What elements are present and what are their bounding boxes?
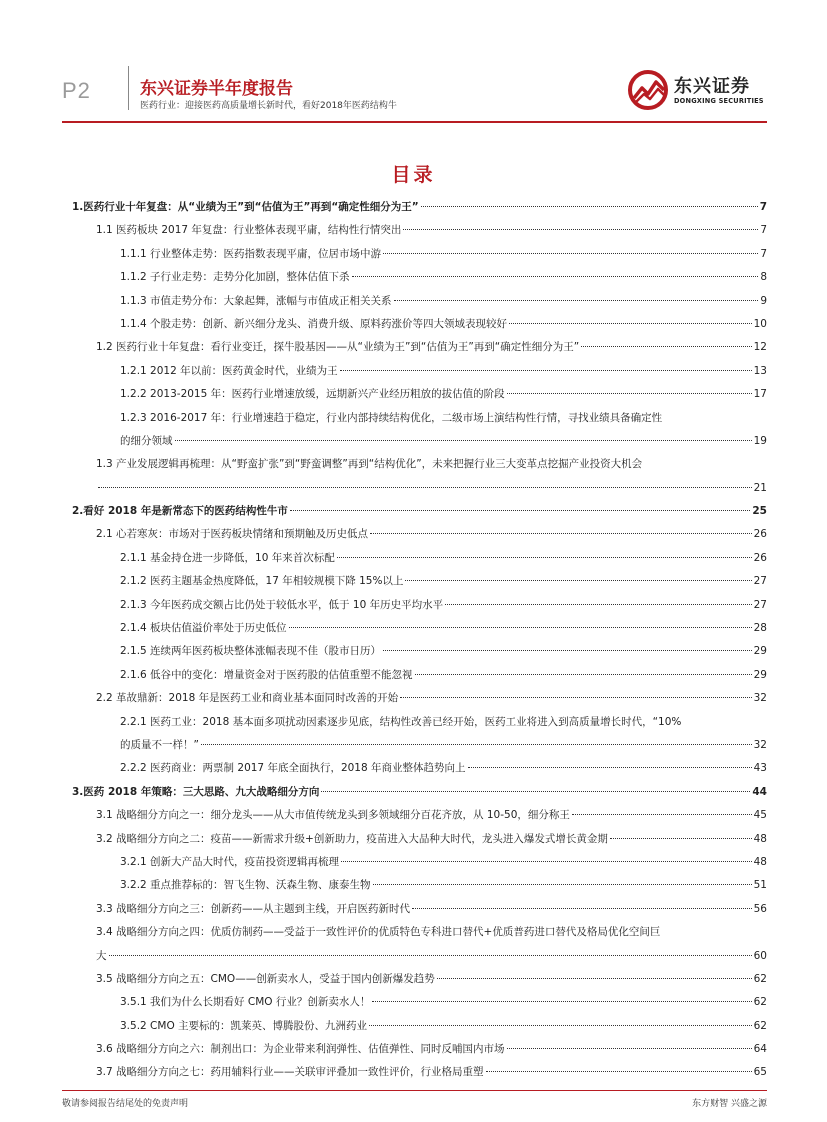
toc-entry-text: 1.1.4 个股走势：创新、新兴细分龙头、消费升级、原料药涨价等四大领域表现较好 (120, 317, 508, 330)
toc-entry-text: 3.1 战略细分方向之一：细分龙头——从大市值传统龙头到多领域细分百花齐放，从 10-50，细分称王 (96, 809, 570, 822)
toc-entry-text: 1.1.3 市值走势分布：大象起舞，涨幅与市值成正相关关系 (120, 294, 392, 307)
toc-entry[interactable] (72, 874, 767, 897)
report-title: 东兴证券半年度报告 (140, 79, 293, 99)
toc-page-number: 25 (752, 505, 767, 518)
toc-leader-dots (290, 510, 751, 511)
toc-page-number: 60 (753, 949, 767, 962)
toc-entry[interactable] (72, 1015, 767, 1038)
toc-page-number: 56 (753, 902, 767, 915)
toc-entry[interactable] (72, 687, 767, 710)
toc-page-number: 21 (753, 481, 767, 494)
toc-entry-text: 2.看好 2018 年是新常态下的医药结构性牛市 (72, 505, 288, 518)
toc-entry-line1[interactable] (72, 453, 767, 476)
toc-entry-text: 1.2.3 2016-2017 年：行业增速趋于稳定，行业内部持续结构优化，二级市场上演结构性行情，寻找业绩具备确定性 (120, 411, 663, 424)
report-subtitle: 医药行业：迎接医药高质量增长新时代，看好2018年医药结构牛 (140, 101, 397, 111)
toc-page-number: 7 (759, 201, 767, 213)
toc-entry-text: 1.1.2 子行业走势：走势分化加剧，整体估值下杀 (120, 271, 350, 284)
toc-page-number: 62 (753, 996, 767, 1009)
toc-leader-dots (383, 650, 752, 651)
toc-leader-dots (509, 323, 752, 324)
footer-rule (62, 1090, 767, 1091)
toc-page-number: 12 (753, 341, 767, 354)
toc-page-number: 7 (760, 224, 767, 237)
toc-entry[interactable] (72, 500, 767, 523)
toc-leader-dots (445, 604, 752, 605)
toc-entry-text: 1.1 医药板块 2017 年复盘：行业整体表现平庸，结构性行情突出 (96, 224, 402, 237)
toc-entry-text: 2.1.6 低谷中的变化：增量资金对于医药股的估值重塑不能忽视 (120, 668, 413, 681)
toc-entry-line1[interactable] (72, 407, 767, 430)
toc-page-number: 27 (753, 575, 767, 588)
toc-page-number: 13 (753, 364, 767, 377)
toc-entry-text: 3.5.1 我们为什么长期看好 CMO 行业？创新卖水人！ (120, 996, 371, 1009)
toc-entry-text: 1.2.2 2013-2015 年：医药行业增速放缓，远期新兴产业经历粗放的拔估值的阶段 (120, 388, 505, 401)
toc-page-number: 27 (753, 598, 767, 611)
toc-entry[interactable] (72, 313, 767, 336)
toc-entry[interactable] (72, 781, 767, 804)
toc-entry-text: 1.1.1 行业整体走势：医药指数表现平庸，位居市场中游 (120, 247, 382, 260)
toc-leader-dots (507, 1048, 752, 1049)
toc-page-number: 65 (753, 1066, 767, 1079)
toc-leader-dots (321, 791, 750, 792)
toc-leader-dots (340, 370, 752, 371)
toc-entry[interactable] (72, 898, 767, 921)
toc-entry-text: 2.2 革故鼎新：2018 年是医药工业和商业基本面同时改善的开始 (96, 692, 399, 705)
toc-page-number: 26 (753, 551, 767, 564)
toc-page-number: 62 (753, 972, 767, 985)
toc-page-number: 48 (753, 855, 767, 868)
toc-entry-text: 3.7 战略细分方向之七：药用辅料行业——关联审评叠加一致性评价，行业格局重塑 (96, 1066, 484, 1079)
footer-disclaimer: 敬请参阅报告结尾处的免责声明 (62, 1099, 189, 1109)
toc-leader-dots (507, 393, 752, 394)
toc-entry[interactable] (72, 360, 767, 383)
logo-text-en: DONGXING SECURITIES (674, 97, 764, 105)
toc-leader-dots (109, 955, 752, 956)
toc-entry[interactable] (72, 664, 767, 687)
toc-entry-text: 3.医药 2018 年策略：三大思路、九大战略细分方向 (72, 785, 320, 798)
toc-leader-dots (394, 300, 759, 301)
toc-entry-text: 3.4 战略细分方向之四：优质仿制药——受益于一致性评价的优质特色专科进口替代+优质普药进口替代及格局优化空间巨 (96, 926, 661, 939)
toc-entry-line1[interactable] (72, 921, 767, 944)
toc-page-number: 51 (753, 879, 767, 892)
toc-leader-dots (337, 557, 752, 558)
toc-entry-line2[interactable] (72, 430, 767, 453)
toc-entry[interactable] (72, 968, 767, 991)
toc-leader-dots (370, 533, 752, 534)
company-logo (628, 70, 768, 110)
toc-entry[interactable] (72, 617, 767, 640)
toc-leader-dots (352, 276, 759, 277)
toc-entry-text: 的细分领域 (120, 434, 173, 447)
toc-leader-dots (610, 838, 752, 839)
toc-entry-text: 3.2 战略细分方向之二：疫苗——新需求升级+创新助力，疫苗进入大品种大时代，龙头进入爆发式增长黄金期 (96, 832, 608, 845)
toc-entry[interactable] (72, 1061, 767, 1084)
toc-entry-text: 2.1.5 连续两年医药板块整体涨幅表现不佳（股市日历） (120, 645, 382, 658)
toc-leader-dots (400, 697, 752, 698)
header-divider (128, 66, 129, 110)
toc-leader-dots (581, 346, 751, 347)
toc-leader-dots (341, 861, 752, 862)
toc-entry-text: 2.1.3 今年医药成交额占比仍处于较低水平，低于 10 年历史平均水平 (120, 598, 444, 611)
header-rule (62, 121, 767, 123)
toc-entry-line2[interactable] (72, 734, 767, 757)
toc-leader-dots (369, 1025, 752, 1026)
toc-entry-text: 3.5.2 CMO 主要标的：凯莱英、博腾股份、九洲药业 (120, 1019, 368, 1032)
toc-page-number: 45 (753, 809, 767, 822)
toc-entry[interactable] (72, 594, 767, 617)
toc-page-number: 29 (753, 645, 767, 658)
page-number: P2 (62, 78, 91, 103)
toc-entry-text: 3.2.2 重点推荐标的：智飞生物、沃森生物、康泰生物 (120, 879, 371, 892)
toc-leader-dots (486, 1071, 752, 1072)
toc-page-number: 44 (752, 785, 767, 798)
toc-entry-line2[interactable] (72, 477, 767, 500)
toc-entry[interactable] (72, 266, 767, 289)
toc-entry[interactable] (72, 547, 767, 570)
toc-page-number: 64 (753, 1043, 767, 1056)
toc-entry-text: 2.2.2 医药商业：两票制 2017 年底全面执行，2018 年商业整体趋势向上 (120, 762, 466, 775)
toc-entry-text: 大 (96, 949, 107, 962)
toc-leader-dots (437, 978, 752, 979)
toc-entry-text: 2.2.1 医药工业：2018 基本面多项扰动因素逐步见底，结构性改善已经开始，医药工业将进入到高质量增长时代，“10% (120, 715, 682, 728)
toc-leader-dots (175, 440, 752, 441)
toc-entry[interactable] (72, 640, 767, 663)
toc-leader-dots (412, 908, 752, 909)
toc-entry-text: 1.3 产业发展逻辑再梳理：从“野蛮扩张”到“野蛮调整”再到“结构优化”，未来把握行业三大变革点挖掘产业投资大机会 (96, 458, 643, 471)
toc-page-number: 19 (753, 434, 767, 447)
toc-title: 目录 (391, 164, 436, 186)
toc-leader-dots (372, 1001, 751, 1002)
toc-page-number: 32 (753, 692, 767, 705)
toc-page-number: 62 (753, 1019, 767, 1032)
toc-entry-line2[interactable] (72, 945, 767, 968)
toc-leader-dots (383, 253, 758, 254)
toc-page-number: 7 (760, 247, 767, 260)
toc-leader-dots (415, 674, 752, 675)
toc-entry-text: 的质量不一样！” (120, 738, 199, 751)
toc-page-number: 28 (753, 622, 767, 635)
toc-page-number: 10 (753, 317, 767, 330)
toc-entry[interactable] (72, 383, 767, 406)
toc-entry-text: 2.1 心若寒灰：市场对于医药板块情绪和预期触及历史低点 (96, 528, 369, 541)
toc-leader-dots (289, 627, 752, 628)
toc-entry-text: 1.医药行业十年复盘：从“业绩为王”到“估值为王”再到“确定性细分为王” (72, 201, 419, 213)
toc-leader-dots (403, 229, 758, 230)
toc-entry-text: 2.1.2 医药主题基金热度降低，17 年相较规模下降 15%以上 (120, 575, 404, 588)
toc-entry[interactable] (72, 243, 767, 266)
toc-page-number: 9 (760, 294, 767, 307)
toc-entry[interactable] (72, 991, 767, 1014)
toc-entry[interactable] (72, 1038, 767, 1061)
toc-entry[interactable] (72, 757, 767, 780)
toc-entry-text: 2.1.1 基金持仓进一步降低，10 年来首次标配 (120, 551, 335, 564)
toc-page-number: 17 (753, 388, 767, 401)
toc-leader-dots (468, 767, 752, 768)
toc-page-number: 8 (760, 271, 767, 284)
toc-leader-dots (572, 814, 752, 815)
toc-entry[interactable] (72, 828, 767, 851)
toc-entry-text: 3.2.1 创新大产品大时代，疫苗投资逻辑再梳理 (120, 855, 340, 868)
toc-page-number: 48 (753, 832, 767, 845)
logo-text-cn: 东兴证券 (674, 76, 750, 97)
toc-leader-dots (373, 884, 752, 885)
toc-page-number: 29 (753, 668, 767, 681)
toc-page-number: 32 (753, 738, 767, 751)
toc-entry-text: 1.2.1 2012 年以前：医药黄金时代，业绩为王 (120, 364, 338, 377)
toc-entry[interactable] (72, 336, 767, 359)
toc-leader-dots (98, 487, 752, 488)
toc-entry[interactable] (72, 804, 767, 827)
toc-entry[interactable] (72, 219, 767, 242)
toc-entry[interactable] (72, 570, 767, 593)
toc-leader-dots (405, 580, 751, 581)
toc-entry-text: 1.2 医药行业十年复盘：看行业变迁，探牛股基因——从“业绩为王”到“估值为王”再到“确定性细分为王” (96, 341, 580, 354)
toc-entry-line1[interactable] (72, 711, 767, 734)
toc-entry[interactable] (72, 196, 767, 219)
toc-page-number: 26 (753, 528, 767, 541)
footer-slogan: 东方财智 兴盛之源 (692, 1099, 767, 1109)
toc-entry[interactable] (72, 290, 767, 313)
logo-emblem-icon (628, 70, 670, 110)
toc-entry-text: 3.5 战略细分方向之五：CMO——创新卖水人，受益于国内创新爆发趋势 (96, 972, 435, 985)
toc-entry-text: 3.6 战略细分方向之六：制剂出口：为企业带来利润弹性、估值弹性、同时反哺国内市场 (96, 1043, 505, 1056)
toc-leader-dots (201, 744, 752, 745)
toc-entry[interactable] (72, 523, 767, 546)
toc-leader-dots (421, 206, 758, 207)
toc-entry[interactable] (72, 851, 767, 874)
toc-entry-text: 3.3 战略细分方向之三：创新药——从主题到主线，开启医药新时代 (96, 902, 411, 915)
toc-page-number: 43 (753, 762, 767, 775)
table-of-contents (72, 196, 767, 1085)
toc-entry-text: 2.1.4 板块估值溢价率处于历史低位 (120, 622, 287, 635)
